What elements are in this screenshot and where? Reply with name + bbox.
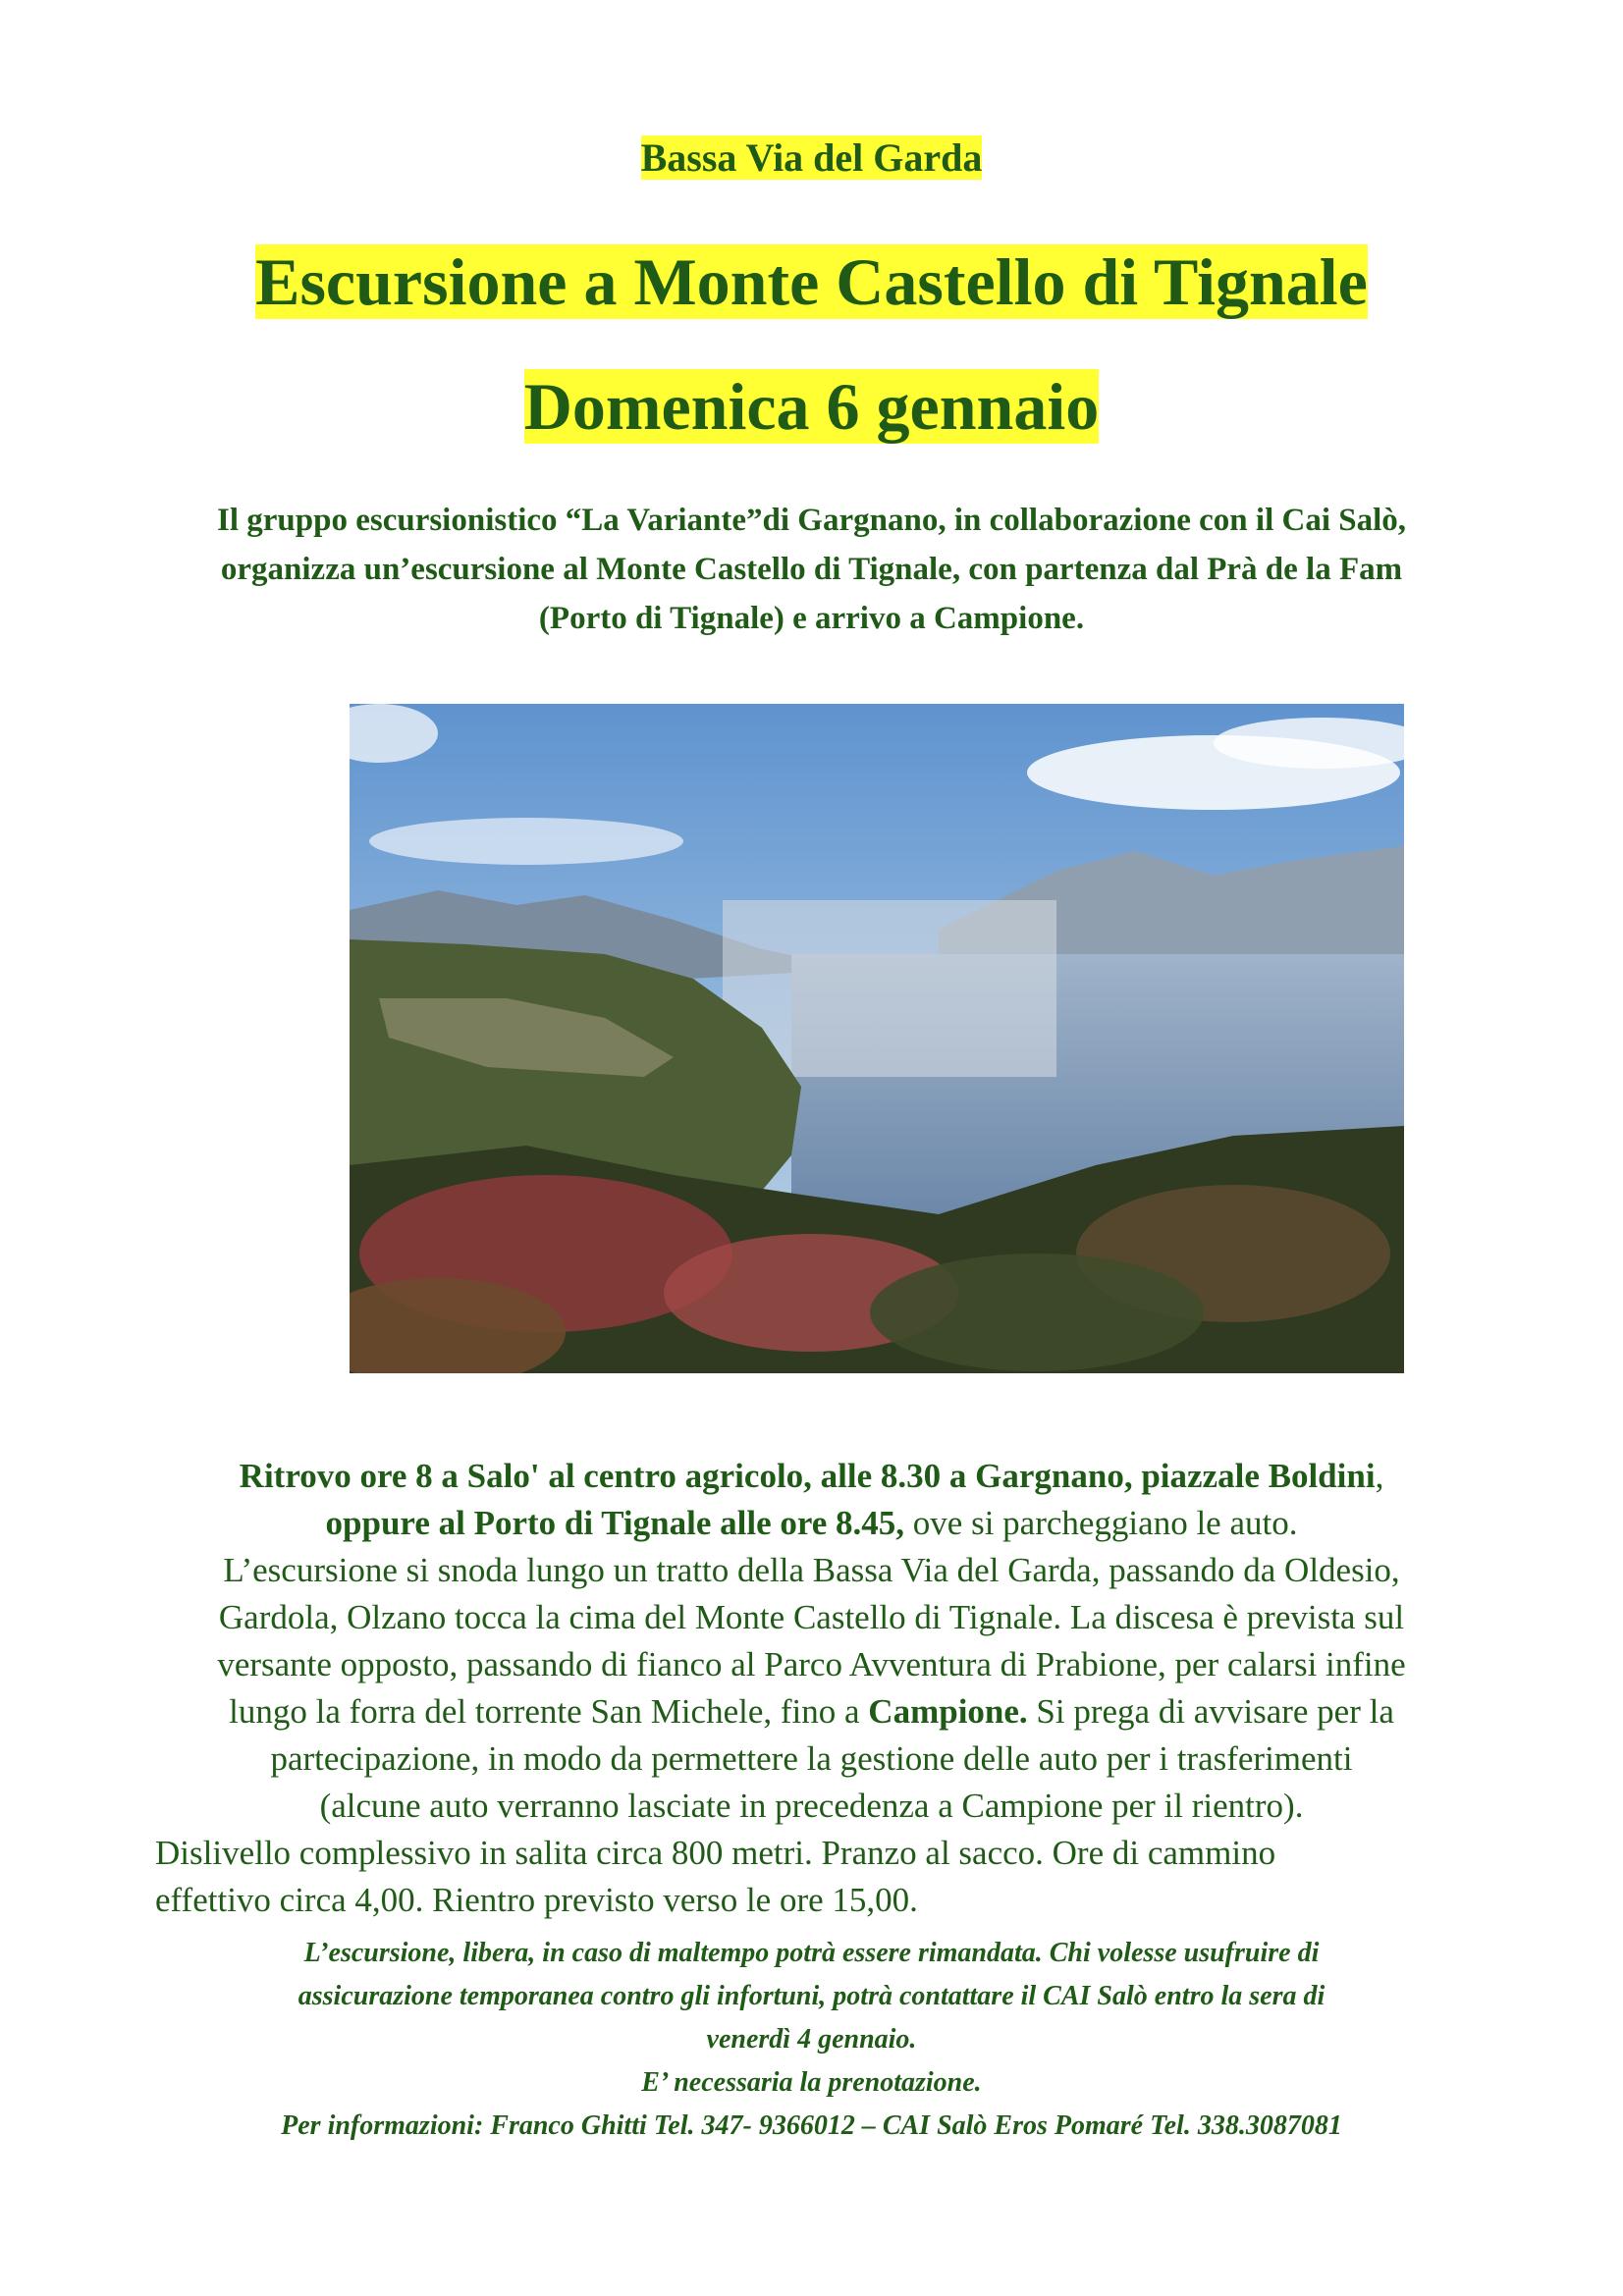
duration-line: effettivo circa 4,00. Rientro previsto verso le ore 15,00. xyxy=(155,1881,918,1919)
route-text: Si prega di avvisare per la xyxy=(1027,1692,1394,1731)
route-line: versante opposto, passando di fianco al Parco Avventura di Prabione, per calarsi infine xyxy=(217,1645,1406,1683)
meeting-tail: , xyxy=(1375,1457,1384,1495)
campione-text: Campione. xyxy=(868,1692,1028,1731)
parking-tail: ove si parcheggiano le auto. xyxy=(904,1504,1298,1542)
details-paragraph xyxy=(0,1453,1623,1830)
contact-info: Per informazioni: Franco Ghitti Tel. 347- 9366012 – CAI Salò Eros Pomaré Tel. 338.3087081 xyxy=(281,2110,1342,2141)
lake-garda-photo xyxy=(350,704,1404,1373)
route-line: Gardola, Olzano tocca la cima del Monte Castello di Tignale. La discesa è prevista sul xyxy=(218,1598,1405,1636)
date-text: Domenica 6 gennaio xyxy=(523,369,1100,444)
intro-line: (Porto di Tignale) e arrivo a Campione. xyxy=(538,601,1085,636)
note-line: venerdì 4 gennaio. xyxy=(706,2024,917,2055)
parking-text: oppure al Porto di Tignale alle ore 8.45, xyxy=(325,1504,905,1542)
route-line: (alcune auto verranno lasciate in precedenza a Campione per il rientro). xyxy=(319,1787,1304,1825)
route-text: lungo la forra del torrente San Michele, fino a xyxy=(229,1692,869,1731)
route-line: partecipazione, in modo da permettere la gestione delle auto per i trasferimenti xyxy=(270,1739,1353,1778)
page-title xyxy=(0,240,1623,323)
intro-paragraph xyxy=(0,496,1623,643)
note-line: L’escursione, libera, in caso di maltempo potrà essere rimandata. Chi volesse usufruire di xyxy=(303,1938,1320,1968)
event-date xyxy=(0,365,1623,448)
intro-line: Il gruppo escursionistico “La Variante”di Gargnano, in collaborazione con il Cai Salò, xyxy=(216,503,1407,538)
meeting-line xyxy=(0,1453,1623,1500)
kicker-text: Bassa Via del Garda xyxy=(640,135,983,180)
route-line xyxy=(0,1688,1623,1735)
booking-note: E’ necessaria la prenotazione. xyxy=(641,2067,982,2098)
notes-block xyxy=(0,1932,1623,2148)
meeting-text: Ritrovo ore 8 a Salo' al centro agricolo, alle 8.30 a Gargnano, piazzale Boldini xyxy=(239,1457,1376,1495)
note-line: assicurazione temporanea contro gli infortuni, potrà contattare il CAI Salò entro la sera di xyxy=(298,1981,1325,2011)
elevation-line: Dislivello complessivo in salita circa 800 metri. Pranzo al sacco. Ore di cammino xyxy=(155,1834,1276,1872)
parking-line xyxy=(0,1500,1623,1547)
header-kicker xyxy=(0,133,1623,184)
title-text: Escursione a Monte Castello di Tignale xyxy=(255,244,1368,319)
route-line: L’escursione si snoda lungo un tratto della Bassa Via del Garda, passando da Oldesio, xyxy=(223,1551,1400,1589)
intro-line: organizza un’escursione al Monte Castello di Tignale, con partenza dal Prà de la Fam xyxy=(220,552,1403,587)
